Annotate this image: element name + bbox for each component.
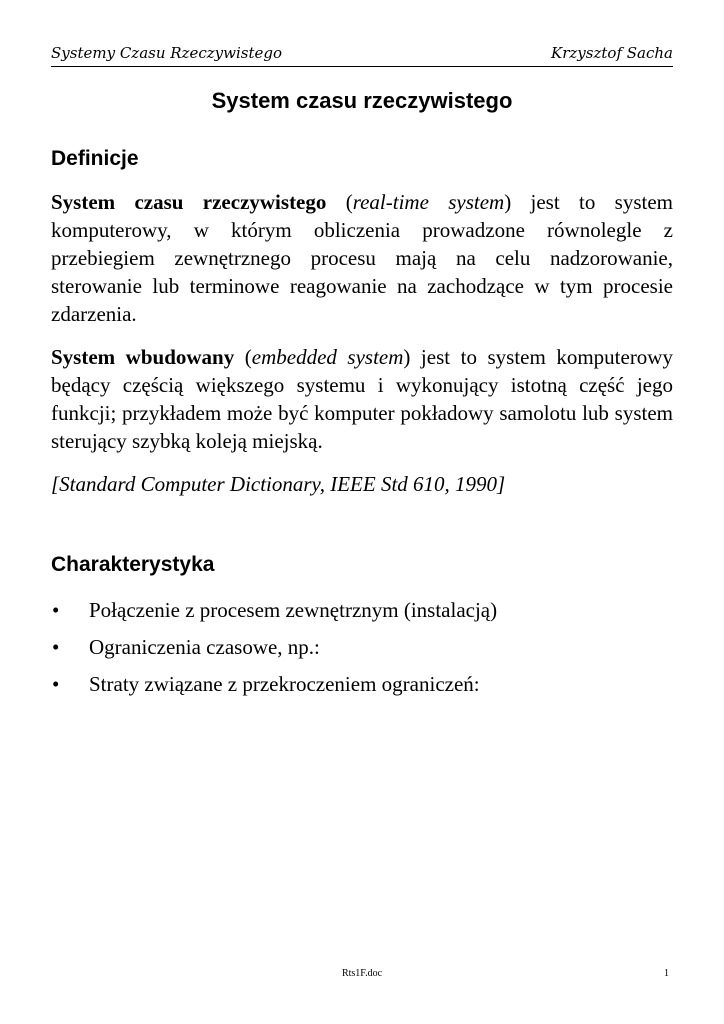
page-header bbox=[51, 42, 673, 67]
list-item bbox=[51, 596, 673, 633]
header-author: Krzysztof Sacha bbox=[551, 44, 673, 62]
citation: [Standard Computer Dictionary, IEEE Std 610, 1990] bbox=[51, 472, 506, 496]
list-item-text: Połączenie z procesem zewnętrznym (instalacją) bbox=[89, 598, 498, 622]
definition-english-realtime: real-time system bbox=[352, 190, 505, 214]
footer-page-number: 1 bbox=[664, 968, 669, 979]
bullet-icon: • bbox=[52, 598, 60, 622]
section-heading-characteristics: Charakterystyka bbox=[51, 553, 215, 576]
page-title: System czasu rzeczywistego bbox=[211, 88, 513, 113]
list-item-text: Straty związane z przekroczeniem ograniczeń: bbox=[89, 672, 480, 696]
footer-filename: Rts1F.doc bbox=[341, 968, 383, 979]
section-heading-definitions: Definicje bbox=[51, 147, 139, 170]
list-item bbox=[51, 670, 673, 707]
definition-text-realtime: ) jest to system komputerowy, w którym obliczenia prowadzone równolegle z przebiegiem zewnętrznego procesu mają na celu nadzorowanie, sterowanie lub terminowe reagowanie na zachodzące w tym procesie zdarzenia. bbox=[51, 190, 674, 326]
definition-paragraph-realtime: System czasu rzeczywistego (real-time system) jest to system komputerowy, w którym obliczenia prowadzone równolegle z przebiegiem zewnętrznego procesu mają na celu nadzorowanie, sterowanie lub terminowe reagowanie na zachodzące w tym procesie zdarzenia. bbox=[51, 190, 674, 326]
definition-english-embedded: embedded system bbox=[251, 345, 404, 369]
definition-text-embedded: ) jest to system komputerowy będący częścią większego systemu i wykonujący istotną część jego funkcji; przykładem może być komputer pokładowy samolotu lub system sterujący szybką koleją miejską. bbox=[51, 345, 673, 453]
list-item-text: Ograniczenia czasowe, np.: bbox=[89, 635, 320, 659]
definition-term-realtime: System czasu rzeczywistego bbox=[51, 190, 327, 214]
bullet-icon: • bbox=[52, 635, 60, 659]
definition-term-embedded: System wbudowany bbox=[51, 345, 235, 369]
characteristics-list bbox=[51, 596, 673, 707]
list-item bbox=[51, 633, 673, 670]
bullet-icon: • bbox=[52, 672, 60, 696]
header-course-title: Systemy Czasu Rzeczywistego bbox=[51, 44, 282, 62]
definition-paragraph-embedded: System wbudowany (embedded system) jest to system komputerowy będący częścią większego systemu i wykonujący istotną część jego funkcji; przykładem może być komputer pokładowy samolotu lub system sterujący szybką koleją miejską. bbox=[51, 345, 673, 453]
